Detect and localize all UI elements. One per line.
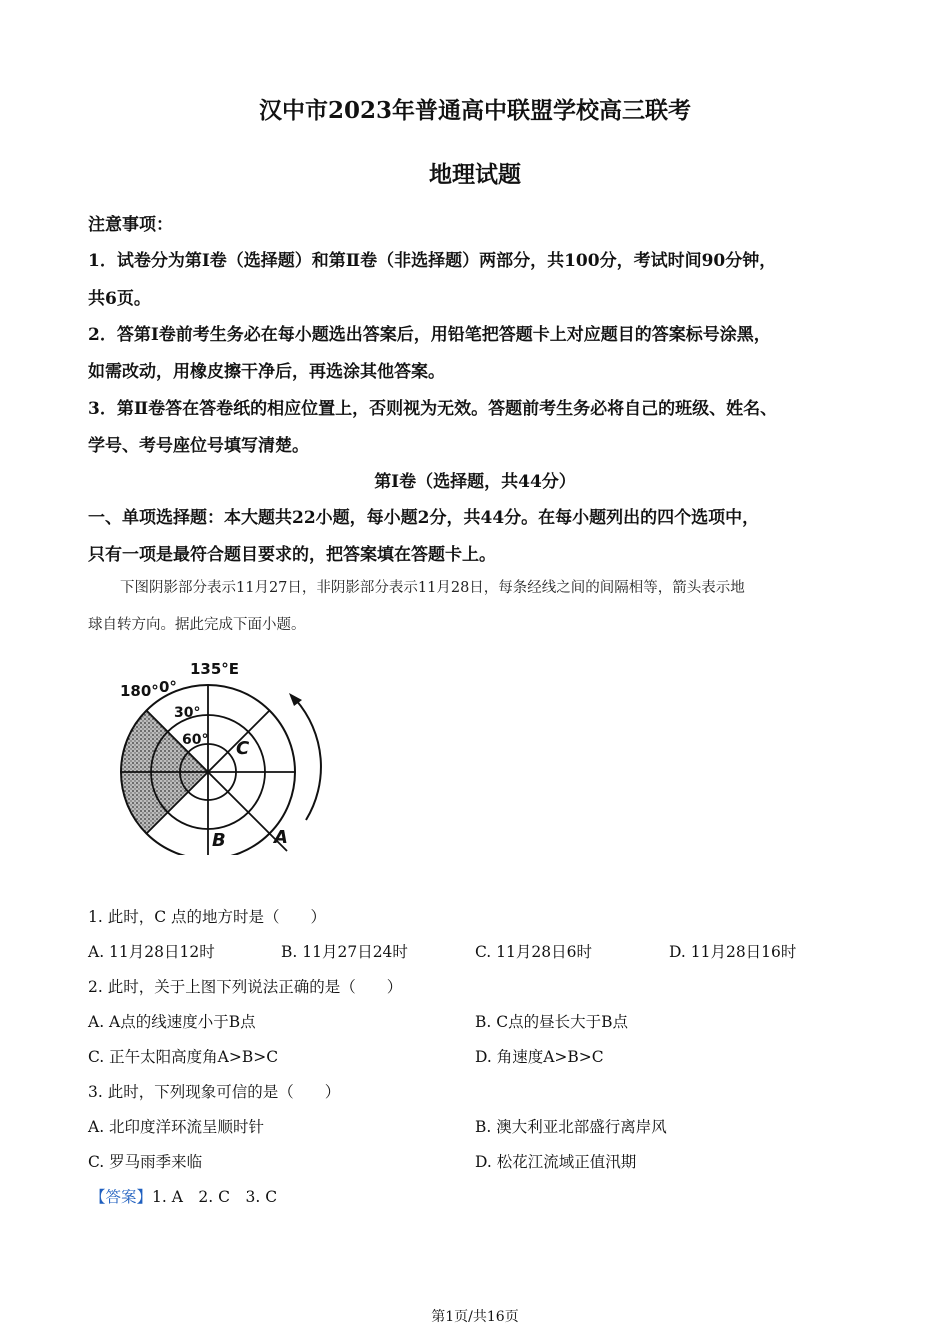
notice-heading: 注意事项： [88, 215, 173, 235]
section-title: 第Ⅰ卷（选择题，共44分） [374, 472, 576, 492]
part-instruction-line-1: 一、单项选择题：本大题共22小题，每小题2分，共44分。在每小题列出的四个选项中， [88, 508, 760, 528]
notice-item-2-line-1: 2．答第Ⅰ卷前考生务必在每小题选出答案后，用铅笔把答题卡上对应题目的答案标号涂黑， [88, 325, 771, 345]
answer-tag: 【答案】 [90, 1188, 153, 1206]
label-a: A [274, 827, 288, 848]
page-number: 第1页/共16页 [431, 1309, 519, 1325]
label-60: 60° [182, 732, 209, 748]
intro-line-2: 球自转方向。据此完成下面小题。 [88, 617, 306, 633]
label-0: 0° [159, 678, 177, 696]
rotation-arrow [296, 700, 321, 820]
label-180: 180° [120, 682, 159, 700]
question-2-option-c: C. 正午太阳高度角A>B>C [88, 1048, 279, 1066]
answer-text: 1. A 2. C 3. C [152, 1188, 278, 1206]
part-instruction-line-2: 只有一项是最符合题目要求的，把答案填在答题卡上。 [88, 545, 496, 565]
polar-view-diagram [100, 650, 340, 855]
question-2-option-d: D. 角速度A>B>C [475, 1048, 604, 1066]
answer-line [90, 1185, 277, 1207]
page-subtitle: 地理试题 [429, 161, 521, 188]
label-30: 30° [174, 705, 201, 721]
notice-item-2-line-2: 如需改动，用橡皮擦干净后，再选涂其他答案。 [88, 362, 445, 382]
notice-item-3-line-1: 3．第Ⅱ卷答在答卷纸的相应位置上，否则视为无效。答题前考生务必将自己的班级、姓名、 [88, 399, 778, 419]
question-3-option-d: D. 松花江流域正值汛期 [475, 1153, 637, 1171]
notice-item-1-line-2: 共6页。 [88, 289, 151, 309]
question-1-option-b: B. 11月27日24时 [281, 943, 408, 961]
question-2-option-a: A. A点的线速度小于B点 [88, 1013, 256, 1031]
notice-item-3-line-2: 学号、考号座位号填写清楚。 [88, 436, 309, 456]
question-1-option-a: A. 11月28日12时 [88, 943, 215, 961]
question-3-option-a: A. 北印度洋环流呈顺时针 [88, 1118, 265, 1136]
question-1-option-c: C. 11月28日6时 [475, 943, 592, 961]
question-3-stem: 3. 此时，下列现象可信的是（ ） [88, 1083, 341, 1101]
question-2-option-b: B. C点的昼长大于B点 [475, 1013, 628, 1031]
label-135e: 135°E [190, 660, 240, 678]
question-1-option-d: D. 11月28日16时 [669, 943, 797, 961]
label-b: B [212, 830, 226, 851]
question-2-stem: 2. 此时，关于上图下列说法正确的是（ ） [88, 978, 403, 996]
question-1-stem: 1. 此时，C 点的地方时是（ ） [88, 908, 327, 926]
label-c: C [236, 738, 250, 759]
intro-line-1: 下图阴影部分表示11月27日，非阴影部分表示11月28日，每条经线之间的间隔相等，箭头表示地 [120, 580, 745, 596]
question-3-option-c: C. 罗马雨季来临 [88, 1153, 203, 1171]
notice-item-1-line-1: 1．试卷分为第Ⅰ卷（选择题）和第Ⅱ卷（非选择题）两部分，共100分，考试时间90分钟， [88, 251, 777, 271]
page-title: 汉中市2023年普通高中联盟学校高三联考 [258, 97, 691, 124]
question-3-option-b: B. 澳大利亚北部盛行离岸风 [475, 1118, 667, 1136]
